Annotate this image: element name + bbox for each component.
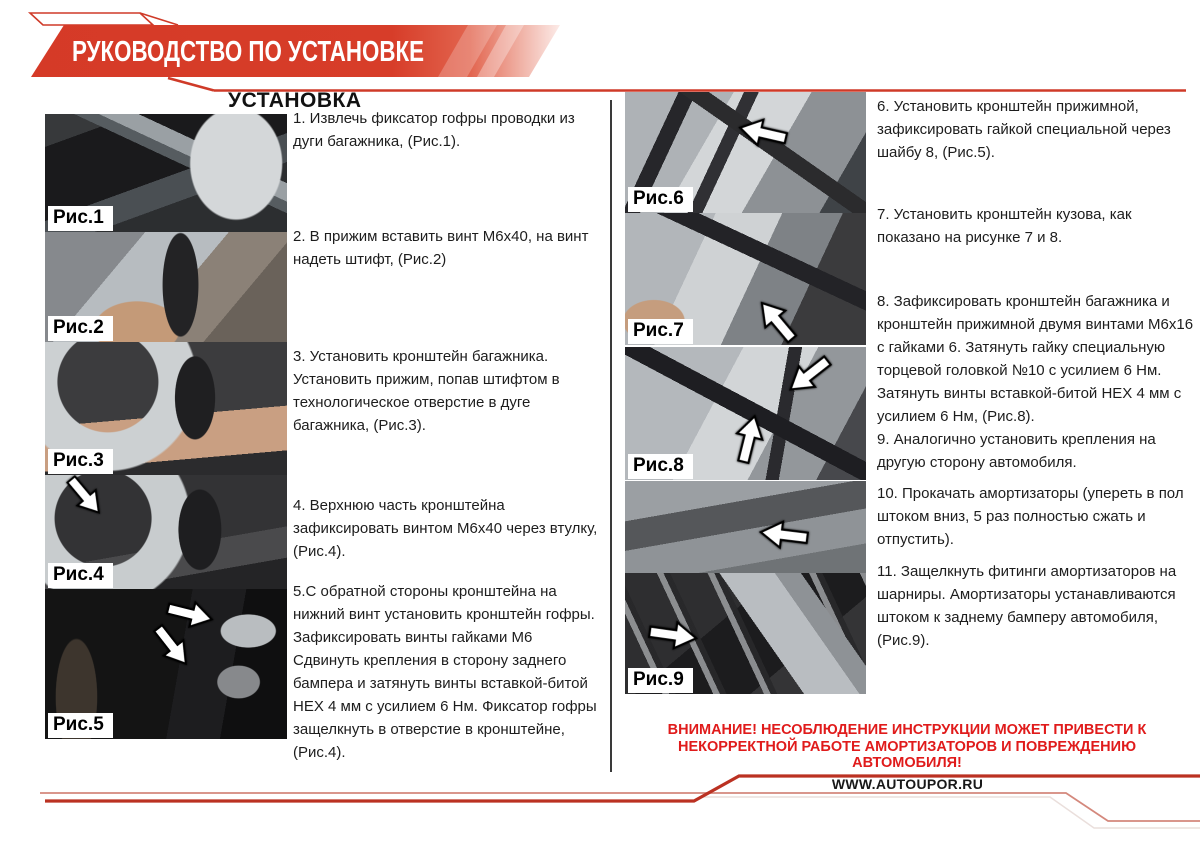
header-banner bbox=[0, 0, 1200, 96]
header-deco-diagonal-bottom bbox=[168, 78, 214, 91]
header-deco-chip bbox=[30, 13, 153, 25]
callout-arrow-icon bbox=[779, 347, 840, 404]
banner-title: РУКОВОДСТВО ПО УСТАНОВКЕ bbox=[72, 36, 424, 68]
figure-5-label: Рис.5 bbox=[48, 713, 113, 738]
step-5-text: 5.С обратной стороны кронштейна на нижний винт установить кронштейн гофры. Зафиксировать винты гайками М6 Сдвинуть крепления в сторону заднего бампера и затянуть винты вставкой-битой НЕХ 4 мм с усилием 6 Нм. Фиксатор гофры защелкнуть в отверстие в кронштейне, (Рис.4). bbox=[293, 583, 597, 761]
step-11-text: 11. Защелкнуть фитинги амортизаторов на шарниры. Амортизаторы устанавливаются штоком к заднему бамперу автомобиля, (Рис.9). bbox=[877, 563, 1177, 649]
step-4-text: 4. Верхнюю часть кронштейна зафиксировать винтом М6х40 через втулку, (Рис.4). bbox=[293, 497, 598, 560]
figure-9a-photo bbox=[625, 481, 866, 573]
figure-8-label: Рис.8 bbox=[628, 454, 693, 479]
warning-line-3: АВТОМОБИЛЯ! bbox=[852, 755, 962, 771]
step-6-text: 6. Установить кронштейн прижимной, зафиксировать гайкой специальной через шайбу 8, (Рис.5). bbox=[877, 98, 1171, 161]
step-1-text: 1. Извлечь фиксатор гофры проводки из дуги багажника, (Рис.1). bbox=[293, 110, 575, 150]
figure-1-photo bbox=[45, 114, 287, 232]
step-9-text: 9. Аналогично установить крепления на другую сторону автомобиля. bbox=[877, 431, 1156, 471]
footer-website: WWW.AUTOUPOR.RU bbox=[831, 776, 984, 792]
figure-3-photo bbox=[45, 342, 287, 475]
step-2-text: 2. В прижим вставить винт М6х40, на винт надеть штифт, (Рис.2) bbox=[293, 228, 589, 268]
figure-9-photo bbox=[625, 573, 866, 694]
warning-line-2: НЕКОРРЕКТНОЙ РАБОТЕ АМОРТИЗАТОРОВ И ПОВРЕЖДЕНИЮ bbox=[677, 738, 1137, 755]
figure-2-label: Рис.2 bbox=[48, 316, 113, 341]
figure-4-label: Рис.4 bbox=[48, 563, 113, 588]
figure-7-label: Рис.7 bbox=[628, 319, 693, 344]
figure-8-photo bbox=[625, 347, 866, 480]
callout-arrow-icon bbox=[734, 112, 792, 155]
callout-arrow-icon bbox=[748, 291, 806, 345]
callout-arrow-icon bbox=[756, 516, 812, 554]
figure-5-photo bbox=[45, 589, 287, 739]
figure-3-label: Рис.3 bbox=[48, 449, 113, 474]
step-3-text: 3. Установить кронштейн багажника. Установить прижим, попав штифтом в технологическое отверстие в дуге багажника, (Рис.3). bbox=[293, 348, 560, 434]
step-10-text: 10. Прокачать амортизаторы (упереть в пол штоком вниз, 5 раз полностью сжать и отпустить). bbox=[877, 485, 1184, 548]
figure-2-photo bbox=[45, 232, 287, 342]
footer-line-faint bbox=[700, 797, 1200, 828]
warning-line-1: ВНИМАНИЕ! НЕСОБЛЮДЕНИЕ ИНСТРУКЦИИ МОЖЕТ ПРИВЕСТИ К bbox=[667, 722, 1147, 738]
callout-arrow-icon bbox=[58, 475, 112, 524]
figure-4-photo bbox=[45, 475, 287, 589]
figure-1-label: Рис.1 bbox=[48, 206, 113, 231]
section-title: УСТАНОВКА bbox=[228, 89, 362, 112]
callout-arrow-icon bbox=[645, 616, 701, 655]
figure-9-label: Рис.9 bbox=[628, 668, 693, 693]
figure-6-photo bbox=[625, 92, 866, 213]
step-7-text: 7. Установить кронштейн кузова, как показано на рисунке 7 и 8. bbox=[877, 206, 1132, 246]
column-divider bbox=[610, 100, 612, 772]
step-8-text: 8. Зафиксировать кронштейн багажника и кронштейн прижимной двумя винтами М6х16 с гайками 6. Затянуть гайку специальную торцевой головкой №10 с усилием 6 Нм. Затянуть винты вставкой-битой НЕХ 4 мм с усилием 6 Нм, (Рис.8). bbox=[877, 293, 1194, 425]
footer-decoration bbox=[0, 760, 1200, 848]
figure-6-label: Рис.6 bbox=[628, 187, 693, 212]
figure-7-photo bbox=[625, 213, 866, 345]
callout-arrow-icon bbox=[727, 410, 771, 468]
